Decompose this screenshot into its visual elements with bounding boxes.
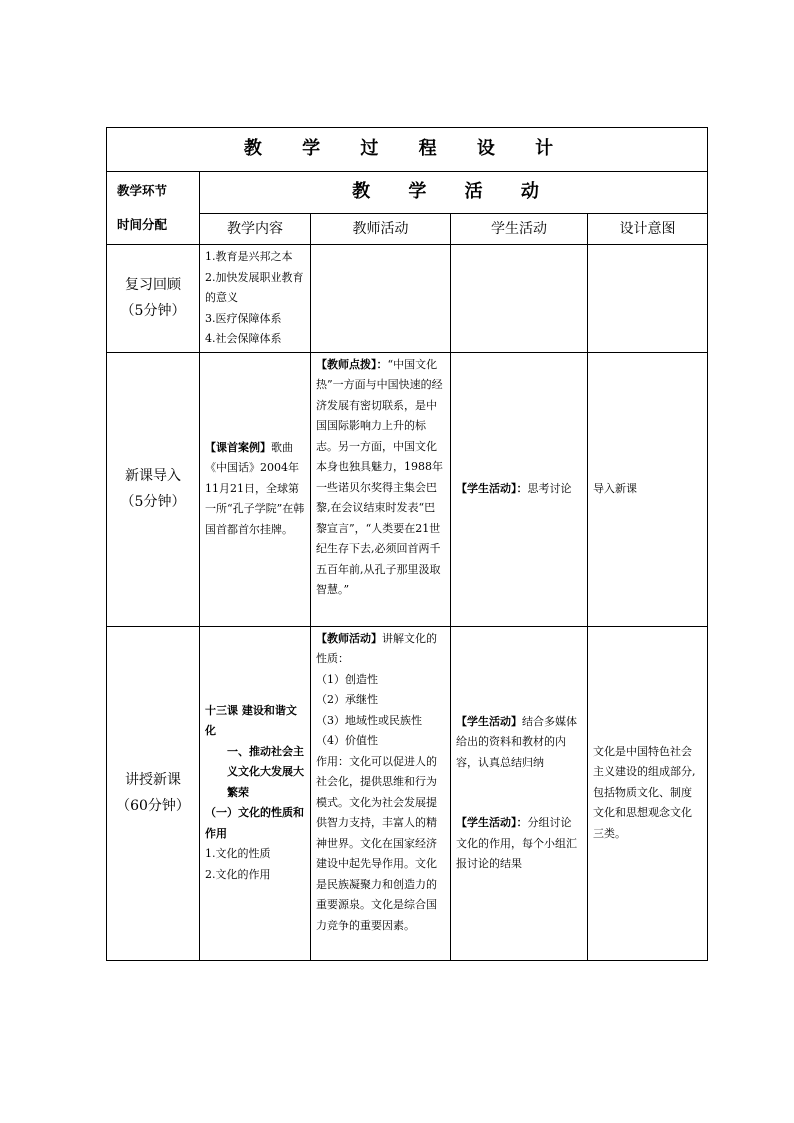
stage-time: （5分钟）: [120, 303, 186, 320]
content-text: 歌曲《中国话》2004年11月21日，全球第一所“孔子学院”在韩国首都首尔挂牌。: [205, 440, 305, 536]
content-item: 1.文化的性质: [205, 847, 271, 861]
col-header-teacher: 教师活动: [311, 214, 451, 245]
student-tag: 【学生活动】：: [456, 816, 528, 829]
content-line: 3.医疗保障体系: [205, 311, 282, 325]
teacher-item: （4）价值性: [316, 734, 378, 747]
content-heading: 十三课 建设和谐文化: [205, 703, 297, 738]
col-header-content: 教学内容: [200, 214, 311, 245]
intent-cell: [588, 245, 708, 353]
content-subheading: 一、推动社会主义文化大发展大繁荣: [227, 744, 304, 799]
table-row: [107, 245, 708, 353]
stage-cell: [107, 245, 200, 353]
stage-header: [107, 172, 200, 245]
student-tag: 【学生活动】: [456, 714, 522, 728]
student-cell: [451, 245, 588, 353]
content-line: 1.教育是兴邦之本: [205, 250, 293, 263]
stage-cell: [107, 626, 200, 960]
spacer: [456, 773, 582, 813]
student-text: 结合多媒体给出的资料和教材的内容，认真总结归纳: [456, 714, 577, 769]
teacher-text: 作用：文化可以促进人的社会化，提供思维和行为模式。文化为社会发展提供智力支持，丰富人的精神世界。文化在国家经济建设中起先导作用。文化是民族凝聚力和创造力的重要源泉。文化是综合国力竞争的重要因素。: [316, 754, 437, 932]
table-row: [107, 626, 708, 960]
stage-name: 讲授新课: [125, 772, 181, 788]
content-tag: 【课首案例】: [205, 440, 271, 454]
col-header-intent: 设计意图: [588, 214, 708, 245]
col-header-student: 学生活动: [451, 214, 588, 245]
teacher-item: （1）创造性: [316, 672, 378, 686]
teacher-item: （2）承继性: [316, 693, 378, 706]
student-cell: [451, 626, 588, 960]
activity-header: 教 学 活 动: [200, 172, 708, 214]
intent-cell: 文化是中国特色社会主义建设的组成部分,包括物质文化、制度文化和思想观念文化三类。: [588, 626, 708, 960]
table-row: [107, 352, 708, 626]
content-cell: [200, 245, 311, 353]
teacher-cell: [311, 352, 451, 626]
teacher-intro: 讲解文化的性质：: [316, 631, 437, 665]
content-line: 4.社会保障体系: [205, 332, 282, 345]
student-tag: 【学生活动】：: [456, 481, 528, 495]
content-cell: [200, 352, 311, 626]
stage-time: （60分钟）: [116, 798, 190, 814]
teacher-cell: [311, 245, 451, 353]
student-text: 思考讨论: [527, 481, 572, 495]
stage-time: （5分钟）: [120, 494, 186, 510]
stage-name: 新课导入: [125, 468, 181, 484]
teacher-text: “中国文化热”一方面与中国快速的经济发展有密切联系，是中国国际影响力上升的标志。另一方面，中国文化本身也独具魅力，1988年一些诺贝尔奖得主集会巴黎,在会议结束时发表“巴黎宣言”，“人类要在21世纪生存下去,必须回首两千五百年前,从孔子那里汲取智慧。”: [316, 357, 443, 596]
student-cell: [451, 352, 588, 626]
stage-header-line2: 时间分配: [117, 217, 168, 232]
content-item: 2.文化的作用: [205, 867, 271, 881]
content-line: 2.加快发展职业教育的意义: [205, 270, 304, 304]
student-text: 分组讨论文化的作用，每个小组汇报讨论的结果: [456, 816, 577, 870]
table-title: 教 学 过 程 设 计: [107, 128, 708, 172]
stage-header-line1: 教学环节: [117, 183, 168, 198]
teacher-tag: 【教师点拨】：: [316, 357, 388, 371]
teacher-cell: [311, 626, 451, 960]
lesson-plan-table: [106, 127, 708, 961]
content-subheading-2: （一）文化的性质和作用: [205, 806, 304, 840]
intent-cell: 导入新课: [588, 352, 708, 626]
content-cell: [200, 626, 311, 960]
stage-name: 复习回顾: [125, 277, 181, 294]
stage-cell: [107, 352, 200, 626]
teacher-tag: 【教师活动】: [316, 631, 382, 645]
teacher-item: （3）地域性或民族性: [316, 713, 422, 727]
